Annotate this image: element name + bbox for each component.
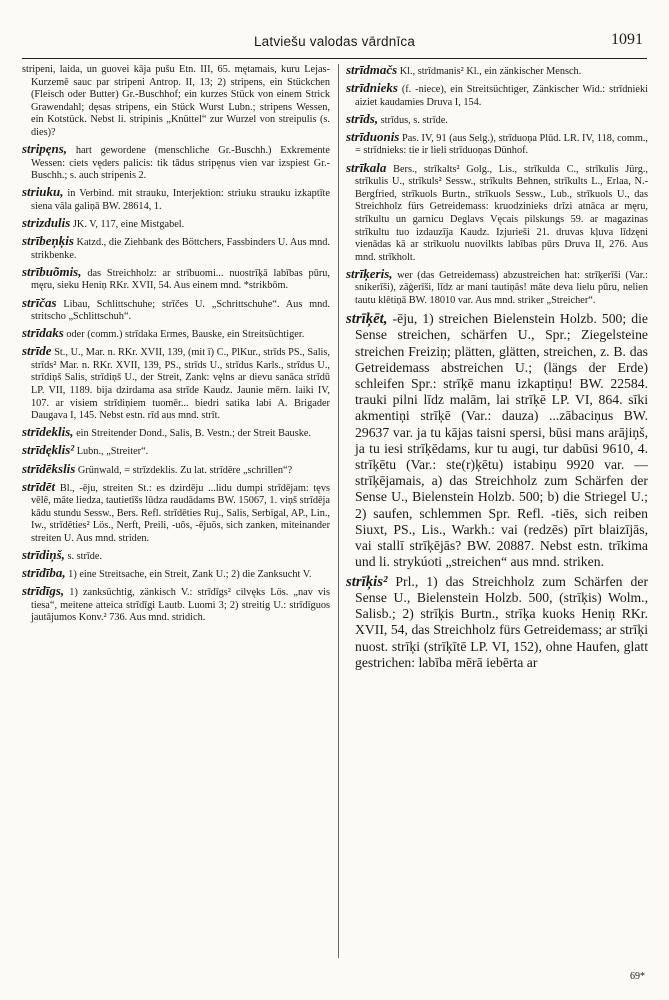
dictionary-entry (346, 82, 648, 109)
dictionary-entry (22, 64, 330, 140)
headword: strīdmačs (346, 64, 398, 77)
entry-text: wer (das Getreidemass) abzustreichen hat: strīķerīši (Var.: snikerīši), zāģerīši, līdz ar mani tautiņās! māte deva lielu pūru, nelien tautu klētiņā BW. 18010 var. Aus mnd. striker „Streicher“. (355, 269, 648, 306)
entry-text: Katzd., die Ziehbank des Böttchers, Fassbinders U. Aus mnd. strikbenke. (31, 237, 330, 261)
dictionary-entry (22, 549, 330, 564)
entry-text: 1) eine Streitsache, ein Streit, Zank U.; 2) die Zanksucht V. (65, 569, 312, 581)
right-column (346, 64, 648, 960)
headword: strīdaks (22, 325, 64, 341)
entry-text: Kl., strīdmanis² Kl., ein zänkischer Mensch. (397, 66, 582, 77)
entry-text: Bers., strīkalts² Golg., Lis., strīkulda C., strīkulis Jürg., strīkulis U., strīkuls² Sessw., strīkults Behnen, strīkults L., Erlaa, N.-Bergfried, strīkuols Burtn., strīkuols Sessw., Lub., strīkuols U., das Streichholz fürs Getreidemass: kruodzinieks drīzi atnāca ar męru, strīkultu un garnicu Deglavs Vęcais pilskungs 59. ar magazinas strīkultu tuo izdauzīja Kaudz. Izjurieši 21. druvas kļuva līdzęni vienādas kā ar strīkuolu nuovilkts labības pūrs Druva II, 276. Aus mnd. strīkholt. (355, 163, 648, 263)
headword: strībeņķis (22, 233, 74, 249)
headword: strīdēt (22, 478, 56, 494)
entry-text: das Streichholz: ar strībuomi... nuostrīķā labības pūru, męru, sieku Heniņ RKr. XVII, 54. Aus einem mnd. *strikbōm. (31, 267, 330, 292)
entry-text: 1) zanksüchtig, zänkisch V.: strīdīgs² cilvęks Lös. „nav vis tiesa“, meitene atteica strīdīgi Lautb. Luomi 3; 2) streitig U.: strīdīguos jautājumos Konv.² 736. Aus mnd. stridich. (31, 587, 330, 624)
dictionary-entry (346, 110, 648, 128)
headword: strīķeris, (346, 265, 393, 281)
entry-text: stripeni, laida, un guovei kāja pušu Etn. III, 65. mętamais, kuru Lejas-Kurzemē sauc par stripeni Antrop. II, 13; 2) stripens, ein Stückchen (Fleisch oder Butter) Gr.-Buschhof; ein kurzes Stück von einem Strick Grawendahl; dęsas stripens, ein Stück Wurst Lubn.; stripens Wessen, ein Kotstück. Nebst li. stripinis „Knüttel“ zur Wurzel von streipulis (s. dies)? (22, 64, 330, 138)
entry-text: (f. -niece), ein Streitsüchtiger, Zänkischer Wid.: strīdnieki aiziet kaudamies Druva I, 154. (355, 84, 648, 108)
headword: strīdiņš, (22, 547, 65, 563)
page-number: 1091 (611, 31, 643, 48)
headword: strīdīgs, (22, 583, 65, 599)
headword: strīdeklis, (22, 424, 74, 440)
running-head-title: Latviešu valodas vārdnīca (253, 34, 416, 49)
entry-text: in Verbind. mit strauku, Interjektion: striuku strauku izkaptīte siena vāla galiņā BW. 28614, 1. (31, 188, 330, 212)
headword: stripęns, (22, 141, 68, 157)
headword: strīdība, (22, 565, 66, 581)
dictionary-entry (22, 478, 330, 546)
headword: strīķēt, (346, 311, 388, 328)
dictionary-entry (22, 567, 330, 582)
dictionary-entry (22, 143, 330, 183)
entry-text: -ēju, 1) streichen Bielenstein Holzb. 500; die Sense streichen, schärfen U., Spr.; Ziegelsteine streichen Freiziņ; plätten, glätten, streichen, z. B. das Getreidemass abstreichen U.; (längs der Erde) schleifen Spr.: strīķē manu izkaptiņu! BW. 22584. trauki pilni līdz malām, lai strīķē LP. VI, 864. sīki akmentiņi strīķē (Var.: dauza) ...zābaciņus BW. 29637 var. ja tu kājas taisni spersi, būsi mans arājiņš, ja tu iesi strīķēdams, kur tu augi, tur dabūsi 9610, 4. strīķētu (Var.: ste(r)ķētu) istabiņu 9920 var. — strīķējamais, a) das Streichholz zum Schärfen der Sense U., Bielenstein Holzb. 500; b) die Striegel U.; 2) saufen, schlemmen Spr. Refl. -tiēs, sich reiben Siuxt, PS., Lis., Warkh.: vai (redzēs) pīrt blaizījās, vai stallī strīķējās? BW. 20887. Nebst estn. trīkima und li. strykúoti „streichen“ aus mnd. striken. (355, 311, 648, 570)
entry-text: JK. V, 117, eine Mistgabel. (70, 219, 185, 231)
entry-text: strīdus, s. strīde. (378, 114, 448, 126)
entry-text: Lubn., „Streiter“. (74, 446, 149, 458)
dictionary-entry (346, 265, 648, 308)
dictionary-entry (22, 585, 330, 625)
entry-text: hart gewordene (menschliche Gr.-Buschh.) Exkremente Wessen: ciets vęders palicis: tik tādus stripęnus vien var izspiest Gr.-Buschh.; s. auch stripenis 2. (31, 145, 330, 182)
headword: strīde (22, 343, 52, 359)
dictionary-entry (22, 186, 330, 213)
entry-text: oder (comm.) strīdaka Ermes, Bauske, ein Streitsüchtiger. (63, 329, 305, 341)
dictionary-entry (22, 327, 330, 342)
entry-text: s. strīde. (64, 551, 103, 563)
left-column (22, 64, 330, 960)
headword: strībuõmis, (22, 263, 82, 279)
page-header (22, 28, 647, 59)
dictionary-entry (22, 263, 330, 293)
dictionary-entry (22, 235, 330, 262)
entry-text: Bl., -ēju, streiten St.: es dzirdēju ...lidu dumpi strīdējam: tęvs vēlē, māte liedza, tautietīšs lūdza raudādams BW. 15067, 1. viņš strīdēja kādu stundu Sessw., Bers. Refl. strīdēties Ruj., Salis, Serbigal, AP., Lin., Iw., strīdēties² Lös., Nerft, Preili, -uõs, -ējuõs, sich zanken, miteinander streiten U. Aus mnd. striden. (31, 482, 330, 544)
entry-text: St., U., Mar. n. RKr. XVII, 139, (mit ī) C., PlKur., strīds PS., Salis, strīds² Mar. n. RKr. XVII, 139, PS., strīds U., strīdus Karls., strīdus U., strīdiņš Salis, strīdiņš U., der Streit, Zank: vęlns ar dievu sanāca strīdū LP. VII, 1189. bija dzirdama asa strīde Kaudz. Jaunie mērn. laiki IV, 107. ar visiem strīdiņiem tuomēr... biedri satika labi A. Brigader Daugava I, 145. Nebst estn. rīd aus mnd. strīt. (31, 347, 330, 422)
headword: strīčas (22, 294, 57, 310)
entry-text: Libau, Schlittschuhe; strīčes U. „Schrittschuhe“. Aus mnd. stritscho „Schlittschuh“. (31, 298, 330, 323)
headword: strīķis² (346, 573, 388, 590)
signature-mark: 69* (630, 971, 645, 982)
dictionary-entry (22, 426, 330, 441)
entry-text: Grünwald, = strīzdeklis. Zu lat. strīdēre „schrillen“? (75, 464, 293, 476)
headword: strīdnieks (346, 80, 398, 96)
dictionary-entry (22, 460, 330, 478)
dictionary-entry (22, 294, 330, 324)
entry-text: Pas. IV, 91 (aus Selg.), strīduoņa Plūd. LR. IV, 118, comm., = strīdnieks: tie ir lieli strīduoņas Dünhof. (355, 132, 648, 157)
headword: strīdēkslis (22, 460, 76, 476)
headword: striuku, (22, 184, 64, 200)
headword: strizdulis (22, 215, 71, 231)
entry-text: Prl., 1) das Streichholz zum Schärfen der Sense U., Bielenstein Holzb. 500, (strīķis) Wolm., Salisb.; 2) strīķis Burtn., strīķa kuoks Heniņ RKr. XVII, 54, das Streichholz fürs Getreidemass; ar strīķi nuost. strīķi (strīķītē LP. VI, 152), ohne Haufen, glatt gestrichen: labība mērā iebērta ar (355, 573, 648, 670)
headword: strīkala (346, 159, 387, 175)
dictionary-entry (346, 311, 648, 570)
dictionary-entry (346, 574, 648, 671)
headword: strīdęklis² (22, 442, 75, 458)
entry-text: ein Streitender Dond., Salis, B. Vestn.; der Streit Bauske. (73, 428, 311, 440)
dictionary-entry (22, 444, 330, 459)
dictionary-entry (346, 64, 648, 79)
dictionary-entry (346, 128, 648, 158)
dictionary-entry (346, 159, 648, 265)
headword: strīduonis (346, 128, 400, 144)
dictionary-entry (22, 217, 330, 232)
dictionary-entry (22, 345, 330, 423)
column-divider (338, 64, 339, 958)
headword: strīds, (346, 110, 379, 126)
